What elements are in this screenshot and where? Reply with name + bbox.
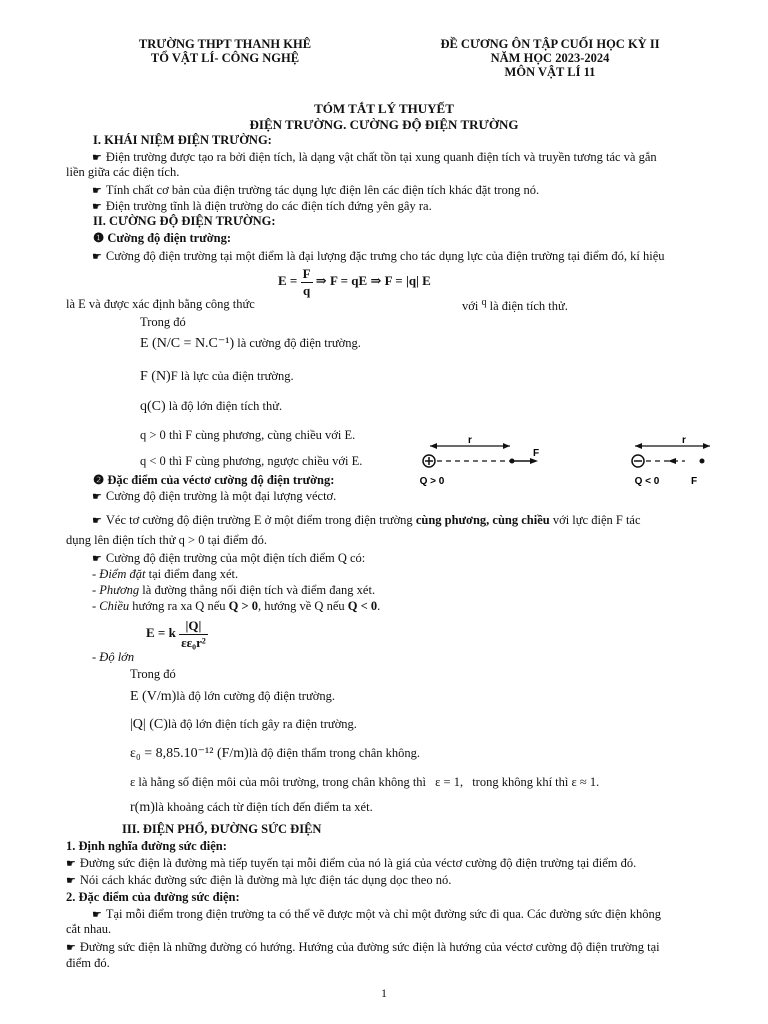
paragraph: ☛ Đường sức điện là những đường có hướng. Hướng của đường sức điện là hướng của véctơ cường độ điện trường tại — [66, 940, 660, 954]
subsection-heading: 2. Đặc điểm của đường sức điện: — [66, 890, 240, 904]
sub-title: ĐIỆN TRƯỜNG. CƯỜNG ĐỘ ĐIỆN TRƯỜNG — [249, 117, 519, 132]
paragraph: ☛ Véc tơ cường độ điện trường E ở một điểm trong điện trường cùng phương, cùng chiều với lực điện F tác — [92, 513, 641, 527]
label-q-positive: Q > 0 — [419, 476, 445, 487]
paragraph: với $^q$ là điện tích thử. — [462, 297, 568, 314]
label-trong-do: Trong đó — [130, 667, 176, 681]
paragraph-cont: cắt nhau. — [66, 922, 112, 936]
label-r: r — [682, 435, 686, 446]
definition-row: F (N)F là lực của điện trường. — [140, 369, 294, 384]
pointing-hand-icon: ☛ — [92, 185, 102, 197]
formula-point-charge: E = k $\frac{|Q|}{\text{εε₀r²}}$ — [146, 618, 206, 650]
document-title: ĐỀ CƯƠNG ÔN TẬP CUỐI HỌC KỲ II — [440, 37, 660, 51]
list-item: - Chiều hướng ra xa Q nếu Q > 0, hướng về Q nếu Q < 0. — [92, 599, 381, 613]
pointing-hand-icon: ☛ — [92, 152, 102, 164]
paragraph: ☛ Cường độ điện trường tại một điểm là đại lượng đặc trưng cho tác dụng lực của điện trường tại điểm đó, kí hiệu — [92, 249, 665, 263]
label-f: F — [532, 448, 540, 459]
definition-row: ε là hằng số điện môi của môi trường, trong chân không thì ε = 1, trong không khí thì ε ≈ 1. — [130, 775, 600, 789]
pointing-hand-icon: ☛ — [92, 491, 102, 503]
definition-row: ε₀ = 8,85.10⁻¹² (F/m)là độ điện thẩm trong chân không. — [130, 746, 420, 761]
school-year: NĂM HỌC 2023-2024 — [490, 51, 610, 65]
force-arrow — [668, 458, 676, 464]
pointing-hand-icon: ☛ — [92, 909, 102, 921]
label-r: r — [468, 435, 472, 446]
list-item: - Điểm đặt tại điểm đang xét. — [92, 567, 239, 581]
paragraph: ☛ Điện trường được tạo ra bởi điện tích, là dạng vật chất tồn tại xung quanh điện tích và truyền tương tác và gắn — [92, 150, 657, 164]
paragraph: ☛ Cường độ điện trường là một đại lượng véctơ. — [92, 489, 337, 503]
label-f: F — [690, 476, 698, 487]
pointing-hand-icon: ☛ — [92, 553, 102, 565]
pointing-hand-icon: ☛ — [92, 201, 102, 213]
school-name: TRƯỜNG THPT THANH KHÊ — [138, 37, 312, 51]
paragraph: là E và được xác định bằng công thức — [66, 297, 255, 311]
definition-row: |Q| (C)là độ lớn điện tích gây ra điện trường. — [130, 717, 357, 732]
pointing-hand-icon: ☛ — [66, 942, 76, 954]
label-q-negative: Q < 0 — [634, 476, 660, 487]
paragraph: ☛ Đường sức điện là đường mà tiếp tuyến tại mỗi điểm của nó là giá của véctơ cường độ điện trường tại điểm đó. — [66, 856, 637, 870]
formula-electric-field: E = $\frac{F}{q}$ ⇒ F = qE ⇒ F = |q| E — [278, 266, 431, 298]
subsection-heading: ❷ Đặc điểm của véctơ cường độ điện trường: — [93, 473, 335, 487]
definition-row: E (N/C = N.C⁻¹) là cường độ điện trường. — [140, 336, 361, 351]
pointing-hand-icon: ☛ — [66, 858, 76, 870]
page-number: 1 — [381, 986, 387, 1000]
paragraph-cont: điểm đó. — [66, 956, 110, 970]
definition-row: q > 0 thì F cùng phương, cùng chiều với E. — [140, 428, 356, 442]
subject-name: MÔN VẬT LÍ 11 — [504, 65, 596, 79]
paragraph: ☛ Điện trường tĩnh là điện trường do các điện tích đứng yên gây ra. — [92, 199, 432, 213]
paragraph-cont: dụng lên điện tích thử q > 0 tại điểm đó. — [66, 533, 267, 547]
definition-row: q < 0 thì F cùng phương, ngược chiều với E. — [140, 454, 363, 468]
pointing-hand-icon: ☛ — [66, 875, 76, 887]
department-name: TỔ VẬT LÍ- CÔNG NGHỆ — [150, 51, 300, 65]
subsection-heading: ❶ Cường độ điện trường: — [93, 231, 231, 245]
main-title: TÓM TẮT LÝ THUYẾT — [314, 101, 454, 116]
list-item: - Phương là đường thẳng nối điện tích và điểm đang xét. — [92, 583, 376, 597]
definition-row: r(m)là khoảng cách từ điện tích đến điểm ta xét. — [130, 800, 373, 815]
paragraph: ☛ Tính chất cơ bản của điện trường tác dụng lực điện lên các điện tích khác đặt trong nó. — [92, 183, 540, 197]
label-trong-do: Trong đó — [140, 315, 186, 329]
section-1-heading: I. KHÁI NIỆM ĐIỆN TRƯỜNG: — [93, 133, 272, 147]
pointing-hand-icon: ☛ — [92, 515, 102, 527]
paragraph: ☛ Cường độ điện trường của một điện tích điểm Q có: — [92, 551, 366, 565]
paragraph: ☛ Nói cách khác đường sức điện là đường mà lực điện tác dụng dọc theo nó. — [66, 873, 452, 887]
pointing-hand-icon: ☛ — [92, 251, 102, 263]
section-2-heading: II. CƯỜNG ĐỘ ĐIỆN TRƯỜNG: — [93, 214, 276, 228]
label-magnitude: - Độ lớn — [92, 650, 135, 664]
paragraph-cont: liền giữa các điện tích. — [66, 165, 180, 179]
section-3-heading: III. ĐIỆN PHỔ, ĐƯỜNG SỨC ĐIỆN — [122, 822, 322, 836]
definition-row: E (V/m)là độ lớn cường độ điện trường. — [130, 689, 335, 704]
subsection-heading: 1. Định nghĩa đường sức điện: — [66, 839, 227, 853]
definition-row: q(C) là độ lớn điện tích thử. — [140, 399, 283, 414]
field-diagram — [410, 432, 710, 490]
paragraph: ☛ Tại mỗi điểm trong điện trường ta có thể vẽ được một và chỉ một đường sức đi qua. Các đường sức điện không — [92, 907, 662, 921]
